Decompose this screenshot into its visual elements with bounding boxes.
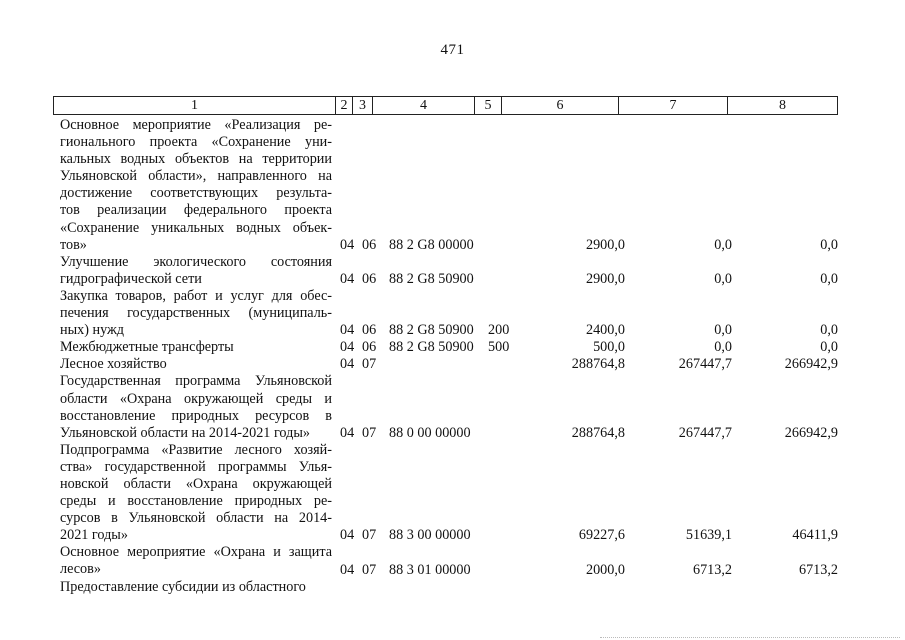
section-code: 04	[340, 527, 355, 544]
table-row	[0, 373, 905, 441]
description-line: восстановление природных ресурсов в	[60, 407, 332, 424]
subsection-code: 07	[362, 527, 377, 544]
table-row	[0, 356, 905, 373]
section-code: 04	[340, 270, 355, 287]
section-code: 04	[340, 561, 355, 578]
subsection-code: 06	[362, 236, 377, 253]
header-cell-6: 6	[502, 97, 619, 115]
description-line: кальных водных объектов на территории	[60, 151, 332, 168]
subsection-code: 06	[362, 322, 377, 339]
amount-col-7: 267447,7	[678, 424, 732, 441]
description-line: Предоставление субсидии из областного	[60, 578, 306, 595]
description-line: 2021 годы»	[60, 527, 128, 544]
header-cell-4: 4	[373, 97, 475, 115]
description-line: новской области «Охрана окружающей	[60, 475, 332, 492]
subsection-code: 07	[362, 356, 377, 373]
row-values	[0, 425, 905, 442]
description-line: гидрографической сети	[60, 270, 202, 287]
header-cell-1: 1	[54, 97, 336, 115]
subsection-code: 07	[362, 561, 377, 578]
row-values	[0, 237, 905, 254]
section-code: 04	[340, 356, 355, 373]
description-line: Закупка товаров, работ и услуг для обес-	[60, 287, 332, 304]
table-row	[0, 579, 905, 596]
amount-col-8: 46411,9	[792, 527, 838, 544]
amount-col-7: 267447,7	[678, 356, 732, 373]
column-header-table	[53, 96, 838, 115]
description-line: области «Охрана окружающей среды и	[60, 390, 332, 407]
description-line: тов реализации федерального проекта	[60, 202, 332, 219]
section-code: 04	[340, 424, 355, 441]
scan-artifact-divider	[600, 634, 900, 638]
subsection-code: 07	[362, 424, 377, 441]
row-values	[0, 356, 905, 373]
description-line: Ульяновской области на 2014-2021 годы»	[60, 424, 310, 441]
amount-col-6: 69227,6	[578, 527, 625, 544]
target-article-code: 88 2 G8 50900	[389, 322, 474, 339]
expense-type-code: 200	[488, 322, 510, 339]
header-cell-8: 8	[728, 97, 838, 115]
amount-col-6: 288764,8	[571, 356, 625, 373]
row-values	[0, 339, 905, 356]
subsection-code: 06	[362, 339, 377, 356]
target-article-code: 88 2 G8 00000	[389, 236, 474, 253]
target-article-code: 88 3 01 00000	[389, 561, 471, 578]
row-values	[0, 579, 905, 596]
description-line: сурсов в Ульяновской области на 2014-	[60, 510, 332, 527]
description-line: печения государственных (муниципаль-	[60, 305, 332, 322]
description-line: ных) нужд	[60, 322, 125, 339]
table-row	[0, 544, 905, 578]
description-line: Государственная программа Ульяновской	[60, 373, 332, 390]
table-row	[0, 442, 905, 545]
amount-col-8: 0,0	[820, 339, 838, 356]
row-values	[0, 322, 905, 339]
description-line: среды и восстановление природных ре-	[60, 493, 332, 510]
table-row	[0, 254, 905, 288]
amount-col-6: 2400,0	[585, 322, 625, 339]
target-article-code: 88 2 G8 50900	[389, 270, 474, 287]
amount-col-7: 0,0	[714, 339, 732, 356]
amount-col-8: 266942,9	[784, 424, 838, 441]
amount-col-6: 2900,0	[585, 270, 625, 287]
amount-col-8: 6713,2	[798, 561, 838, 578]
section-code: 04	[340, 236, 355, 253]
description-line: тов»	[60, 236, 87, 253]
description-line: Основное мероприятие «Реализация ре-	[60, 117, 332, 133]
amount-col-6: 500,0	[593, 339, 625, 356]
target-article-code: 88 3 00 00000	[389, 527, 471, 544]
amount-col-8: 0,0	[820, 270, 838, 287]
amount-col-7: 6713,2	[692, 561, 732, 578]
table-row	[0, 288, 905, 339]
description-line: Межбюджетные трансферты	[60, 339, 234, 356]
description-line: Улучшение экологического состояния	[60, 253, 332, 270]
header-cell-7: 7	[619, 97, 728, 115]
subsection-code: 06	[362, 270, 377, 287]
amount-col-8: 0,0	[820, 322, 838, 339]
amount-col-6: 288764,8	[571, 424, 625, 441]
header-cell-3: 3	[353, 97, 373, 115]
budget-rows	[0, 117, 905, 596]
description-line: Ульяновской области», направленного на	[60, 168, 332, 185]
amount-col-6: 2000,0	[585, 561, 625, 578]
description-line: ства» государственной программы Улья-	[60, 458, 332, 475]
section-code: 04	[340, 339, 355, 356]
amount-col-6: 2900,0	[585, 236, 625, 253]
description-line: лесов»	[60, 561, 101, 578]
description-line: достижение соответствующих результа-	[60, 185, 332, 202]
amount-col-8: 0,0	[820, 236, 838, 253]
row-values	[0, 562, 905, 579]
header-row	[54, 97, 838, 115]
table-row	[0, 117, 905, 254]
description-line: Основное мероприятие «Охрана и защита	[60, 544, 332, 561]
page-number: 471	[440, 42, 465, 58]
target-article-code: 88 0 00 00000	[389, 424, 471, 441]
description-line: Лесное хозяйство	[60, 356, 167, 373]
row-values	[0, 527, 905, 544]
row-values	[0, 271, 905, 288]
amount-col-7: 0,0	[714, 270, 732, 287]
amount-col-7: 51639,1	[685, 527, 732, 544]
target-article-code: 88 2 G8 50900	[389, 339, 474, 356]
amount-col-8: 266942,9	[784, 356, 838, 373]
header-cell-5: 5	[475, 97, 502, 115]
expense-type-code: 500	[488, 339, 510, 356]
table-row	[0, 339, 905, 356]
description-line: гионального проекта «Сохранение уни-	[60, 134, 332, 151]
amount-col-7: 0,0	[714, 236, 732, 253]
header-cell-2: 2	[336, 97, 353, 115]
section-code: 04	[340, 322, 355, 339]
row-description	[60, 117, 332, 254]
amount-col-7: 0,0	[714, 322, 732, 339]
description-line: Подпрограмма «Развитие лесного хозяй-	[60, 441, 332, 458]
description-line: «Сохранение уникальных водных объек-	[60, 219, 332, 236]
